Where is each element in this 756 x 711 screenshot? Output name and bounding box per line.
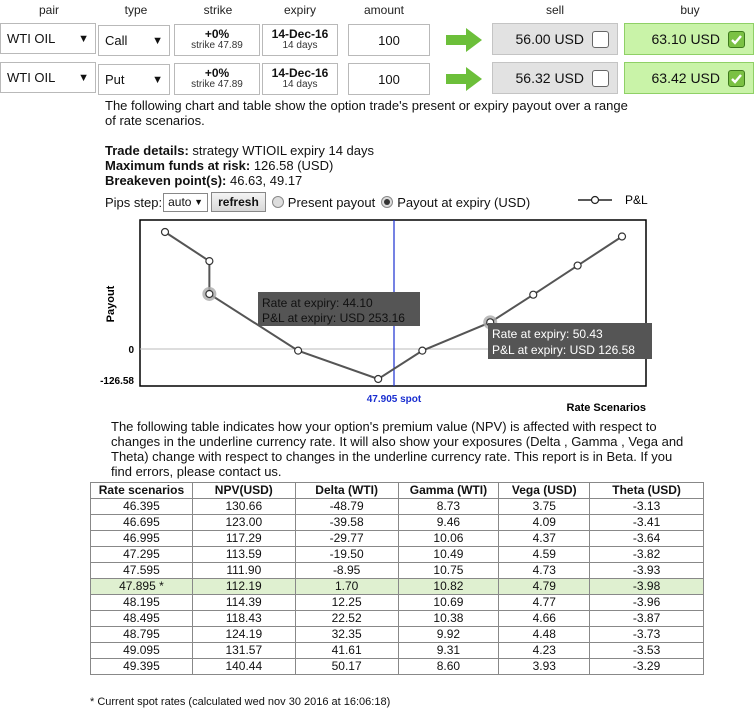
type-value: Put bbox=[105, 72, 125, 87]
expiry-payout-label: Payout at expiry (USD) bbox=[397, 194, 531, 210]
table-cell: -29.77 bbox=[295, 531, 398, 547]
expiry-date: 14-Dec-16 bbox=[271, 27, 329, 41]
table-cell: 4.37 bbox=[499, 531, 590, 547]
table-cell: 4.48 bbox=[499, 627, 590, 643]
data-point[interactable] bbox=[530, 291, 537, 298]
trade-details-line bbox=[105, 143, 565, 158]
present-payout-radio[interactable] bbox=[272, 196, 284, 208]
breakeven-line bbox=[105, 173, 565, 188]
max-funds-label: Maximum funds at risk: bbox=[105, 158, 251, 173]
table-cell: 8.60 bbox=[398, 659, 499, 675]
table-row bbox=[91, 627, 704, 643]
y-tick-min: -126.58 bbox=[100, 376, 134, 387]
table-row bbox=[91, 643, 704, 659]
pips-label: Pips step: bbox=[105, 194, 163, 210]
table-cell: 50.17 bbox=[295, 659, 398, 675]
buy-price: 63.42 USD bbox=[651, 70, 720, 86]
table-intro-line: changes in the underline currency rate. It will also show your exposures (Delta , Gamma , Vega and bbox=[111, 434, 684, 449]
table-cell: -3.29 bbox=[590, 659, 704, 675]
table-cell: 47.895 * bbox=[91, 579, 193, 595]
table-cell: 131.57 bbox=[192, 643, 295, 659]
header-pair: pair bbox=[38, 3, 59, 17]
table-cell: 4.73 bbox=[499, 563, 590, 579]
amount-value: 100 bbox=[378, 32, 400, 48]
table-cell: 4.59 bbox=[499, 547, 590, 563]
table-row bbox=[91, 563, 704, 579]
table-row-spot bbox=[91, 579, 704, 595]
table-cell: 10.49 bbox=[398, 547, 499, 563]
table-cell: 8.73 bbox=[398, 499, 499, 515]
expiry-field[interactable] bbox=[262, 63, 338, 95]
present-payout-label: Present payout bbox=[287, 194, 376, 210]
sell-button[interactable] bbox=[492, 23, 618, 55]
table-cell: 4.79 bbox=[499, 579, 590, 595]
data-point[interactable] bbox=[419, 347, 426, 354]
amount-value: 100 bbox=[378, 71, 400, 87]
expiry-days: 14 days bbox=[282, 79, 318, 90]
tooltip-1-line-2: P&L at expiry: USD 253.16 bbox=[262, 311, 405, 325]
breakeven-value: 46.63, 49.17 bbox=[226, 173, 303, 188]
pair-value: WTI OIL bbox=[7, 70, 56, 85]
table-cell: -19.50 bbox=[295, 547, 398, 563]
buy-button[interactable] bbox=[624, 62, 754, 94]
pair-value: WTI OIL bbox=[7, 31, 56, 46]
table-cell: -3.93 bbox=[590, 563, 704, 579]
max-funds-line bbox=[105, 158, 565, 173]
refresh-button[interactable]: refresh bbox=[211, 192, 266, 212]
table-cell: 3.93 bbox=[499, 659, 590, 675]
spot-label: 47.905 spot bbox=[366, 394, 422, 405]
chart-legend bbox=[576, 192, 656, 208]
intro-text bbox=[105, 98, 665, 128]
buy-price: 63.10 USD bbox=[651, 31, 720, 47]
table-row bbox=[91, 531, 704, 547]
table-cell: 130.66 bbox=[192, 499, 295, 515]
table-cell: 112.19 bbox=[192, 579, 295, 595]
trade-row-call bbox=[0, 23, 756, 57]
table-cell: 32.35 bbox=[295, 627, 398, 643]
table-cell: 47.295 bbox=[91, 547, 193, 563]
arrow-right-icon bbox=[446, 67, 482, 91]
chevron-down-icon: ▼ bbox=[194, 197, 204, 207]
col-rate-scenarios: Rate scenarios bbox=[91, 483, 193, 499]
table-cell: 49.095 bbox=[91, 643, 193, 659]
data-point[interactable] bbox=[574, 262, 581, 269]
intro-line-1: The following chart and table show the option trade's present or expiry payout over a range bbox=[105, 98, 628, 113]
table-intro-line: find errors, please contact us. bbox=[111, 464, 282, 479]
table-cell: 4.77 bbox=[499, 595, 590, 611]
header-expiry: expiry bbox=[283, 3, 316, 17]
buy-button[interactable] bbox=[624, 23, 754, 55]
col-delta: Delta (WTI) bbox=[295, 483, 398, 499]
strike-value: strike 47.89 bbox=[191, 40, 243, 51]
table-cell: 49.395 bbox=[91, 659, 193, 675]
breakeven-label: Breakeven point(s): bbox=[105, 173, 227, 188]
expiry-payout-radio[interactable] bbox=[381, 196, 393, 208]
table-cell: 10.38 bbox=[398, 611, 499, 627]
table-row bbox=[91, 547, 704, 563]
table-cell: -3.98 bbox=[590, 579, 704, 595]
header-amount: amount bbox=[363, 3, 405, 17]
max-funds-value: 126.58 (USD) bbox=[250, 158, 334, 173]
table-cell: -3.73 bbox=[590, 627, 704, 643]
table-cell: 4.23 bbox=[499, 643, 590, 659]
expiry-field[interactable] bbox=[262, 24, 338, 56]
table-cell: 123.00 bbox=[192, 515, 295, 531]
table-cell: -39.58 bbox=[295, 515, 398, 531]
table-cell: -48.79 bbox=[295, 499, 398, 515]
col-gamma: Gamma (WTI) bbox=[398, 483, 499, 499]
table-cell: 118.43 bbox=[192, 611, 295, 627]
table-cell: 9.92 bbox=[398, 627, 499, 643]
amount-input[interactable] bbox=[348, 24, 430, 56]
table-cell: 10.69 bbox=[398, 595, 499, 611]
trade-row-put bbox=[0, 62, 756, 96]
header-type: type bbox=[124, 3, 148, 17]
tooltip-1 bbox=[258, 292, 420, 326]
chevron-down-icon: ▼ bbox=[152, 73, 163, 86]
table-cell: 46.395 bbox=[91, 499, 193, 515]
table-cell: 4.09 bbox=[499, 515, 590, 531]
table-intro bbox=[111, 419, 711, 479]
table-cell: 10.75 bbox=[398, 563, 499, 579]
buy-checkbox[interactable] bbox=[728, 31, 745, 48]
table-cell: -8.95 bbox=[295, 563, 398, 579]
col-theta: Theta (USD) bbox=[590, 483, 704, 499]
table-row bbox=[91, 595, 704, 611]
data-point[interactable] bbox=[295, 347, 302, 354]
type-select[interactable] bbox=[98, 64, 170, 95]
sell-price: 56.00 USD bbox=[515, 31, 584, 47]
table-cell: -3.41 bbox=[590, 515, 704, 531]
data-point[interactable] bbox=[375, 376, 382, 383]
table-cell: -3.53 bbox=[590, 643, 704, 659]
table-cell: 111.90 bbox=[192, 563, 295, 579]
y-tick-zero: 0 bbox=[128, 345, 134, 356]
sell-checkbox[interactable] bbox=[592, 70, 609, 87]
type-value: Call bbox=[105, 33, 128, 48]
pair-select[interactable] bbox=[0, 62, 96, 93]
tooltip-1-line-1: Rate at expiry: 44.10 bbox=[262, 296, 373, 310]
table-cell: 46.695 bbox=[91, 515, 193, 531]
trade-details bbox=[105, 143, 565, 188]
table-cell: 22.52 bbox=[295, 611, 398, 627]
chevron-down-icon: ▼ bbox=[152, 34, 163, 47]
type-select[interactable] bbox=[98, 25, 170, 56]
data-point[interactable] bbox=[619, 233, 626, 240]
x-axis-label: Rate Scenarios bbox=[566, 402, 646, 414]
footnote: * Current spot rates (calculated wed nov 30 2016 at 16:06:18) bbox=[90, 696, 391, 708]
amount-input[interactable] bbox=[348, 63, 430, 95]
y-axis-label: Payout bbox=[105, 285, 117, 323]
table-intro-line: The following table indicates how your option's premium value (NPV) is affected with respect to bbox=[111, 419, 657, 434]
chevron-down-icon: ▼ bbox=[78, 32, 89, 45]
col-npv: NPV(USD) bbox=[192, 483, 295, 499]
table-cell: 9.31 bbox=[398, 643, 499, 659]
tooltip-2-line-2: P&L at expiry: USD 126.58 bbox=[492, 343, 635, 357]
table-cell: -3.87 bbox=[590, 611, 704, 627]
table-cell: 10.06 bbox=[398, 531, 499, 547]
data-point[interactable] bbox=[206, 258, 213, 265]
table-cell: 10.82 bbox=[398, 579, 499, 595]
header-strike: strike bbox=[203, 3, 233, 17]
sell-checkbox[interactable] bbox=[592, 31, 609, 48]
table-cell: 48.795 bbox=[91, 627, 193, 643]
sell-button[interactable] bbox=[492, 62, 618, 94]
table-cell: 41.61 bbox=[295, 643, 398, 659]
table-row bbox=[91, 499, 704, 515]
table-cell: -3.96 bbox=[590, 595, 704, 611]
table-cell: 48.195 bbox=[91, 595, 193, 611]
check-icon bbox=[729, 32, 744, 47]
table-cell: 47.595 bbox=[91, 563, 193, 579]
table-cell: 124.19 bbox=[192, 627, 295, 643]
table-cell: 1.70 bbox=[295, 579, 398, 595]
table-cell: 113.59 bbox=[192, 547, 295, 563]
trade-details-label: Trade details: bbox=[105, 143, 189, 158]
strike-field[interactable] bbox=[174, 63, 260, 95]
buy-checkbox[interactable] bbox=[728, 70, 745, 87]
table-cell: -3.82 bbox=[590, 547, 704, 563]
table-intro-line: Theta) change with respect to changes in the underline currency rate. This report is in Beta. If you bbox=[111, 449, 673, 464]
table-row bbox=[91, 659, 704, 675]
data-point[interactable] bbox=[206, 290, 213, 297]
strike-percent: +0% bbox=[204, 66, 230, 80]
payout-chart bbox=[90, 212, 670, 416]
strike-value: strike 47.89 bbox=[191, 79, 243, 90]
expiry-days: 14 days bbox=[282, 40, 318, 51]
table-cell: 12.25 bbox=[295, 595, 398, 611]
table-cell: 4.66 bbox=[499, 611, 590, 627]
table-row bbox=[91, 611, 704, 627]
tooltip-2 bbox=[488, 323, 652, 359]
arrow-right-icon bbox=[446, 28, 482, 52]
table-row bbox=[91, 515, 704, 531]
chevron-down-icon: ▼ bbox=[78, 71, 89, 84]
table-cell: 140.44 bbox=[192, 659, 295, 675]
trade-details-value: strategy WTIOIL expiry 14 days bbox=[188, 143, 375, 158]
table-header-row bbox=[91, 483, 704, 499]
strike-percent: +0% bbox=[204, 27, 230, 41]
table-cell: -3.13 bbox=[590, 499, 704, 515]
tooltip-2-line-1: Rate at expiry: 50.43 bbox=[492, 327, 603, 341]
expiry-date: 14-Dec-16 bbox=[271, 66, 329, 80]
table-cell: 114.39 bbox=[192, 595, 295, 611]
intro-line-2: of rate scenarios. bbox=[105, 113, 205, 128]
table-cell: 3.75 bbox=[499, 499, 590, 515]
col-vega: Vega (USD) bbox=[499, 483, 590, 499]
table-cell: 117.29 bbox=[192, 531, 295, 547]
check-icon bbox=[729, 71, 744, 86]
sell-price: 56.32 USD bbox=[515, 70, 584, 86]
pips-select[interactable] bbox=[163, 193, 208, 212]
pips-value: auto bbox=[168, 195, 192, 209]
table-cell: 46.995 bbox=[91, 531, 193, 547]
table-cell: 9.46 bbox=[398, 515, 499, 531]
pair-select[interactable] bbox=[0, 23, 96, 54]
strike-field[interactable] bbox=[174, 24, 260, 56]
header-buy: buy bbox=[680, 3, 700, 17]
header-sell: sell bbox=[545, 3, 564, 17]
npv-table bbox=[90, 482, 704, 675]
data-point[interactable] bbox=[162, 229, 169, 236]
table-cell: -3.64 bbox=[590, 531, 704, 547]
chart-controls bbox=[105, 192, 530, 212]
table-cell: 48.495 bbox=[91, 611, 193, 627]
legend-label: P&L bbox=[625, 193, 648, 207]
